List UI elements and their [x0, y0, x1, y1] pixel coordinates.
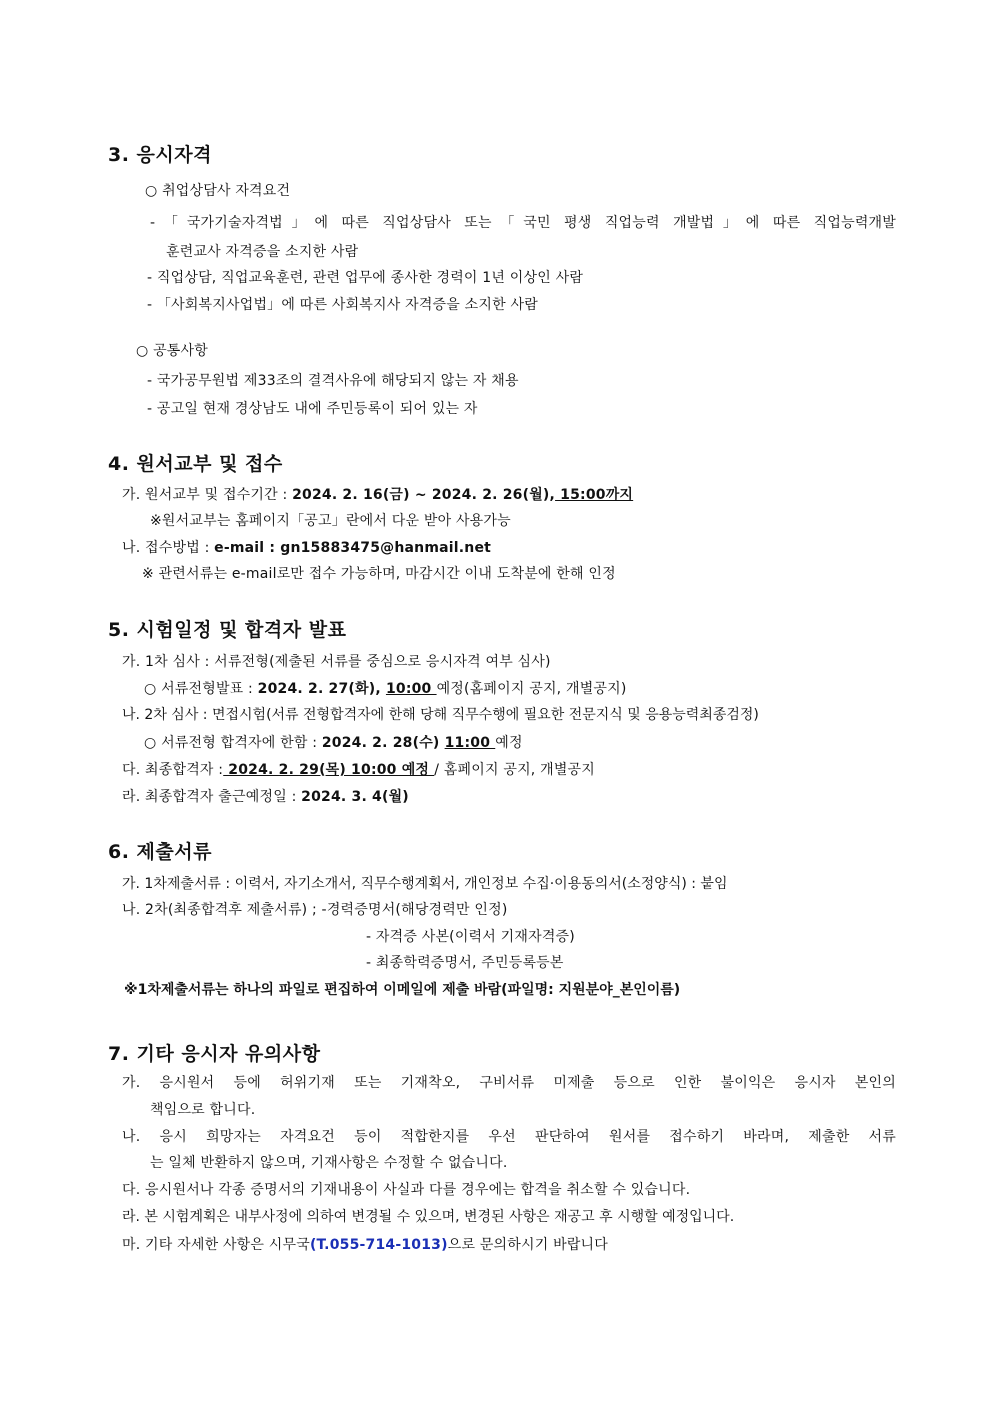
s4-period-line — [122, 484, 633, 504]
s5-first-result-note: 예정(홈페이지 공지, 개별공지) — [436, 681, 627, 697]
s3-sub-qualification: ○ 취업상담사 자격요건 — [145, 183, 291, 199]
s5-first-result-label: ○ 서류전형발표 : — [144, 681, 258, 697]
s6-note: ※1차제출서류는 하나의 파일로 편집하여 이메일에 제출 바람(파일명: 지원분야_본인이름) — [124, 982, 681, 998]
s7-item-e — [122, 1234, 608, 1254]
s7-item-b-2: 는 일체 반환하지 않으며, 기재사항은 수정할 수 없습니다. — [150, 1155, 508, 1171]
s6-second-docs-2: - 자격증 사본(이력서 기재자격증) — [366, 929, 575, 945]
s3-line-2: - 직업상담, 직업교육훈련, 관련 업무에 종사한 경력이 1년 이상인 사람 — [147, 270, 584, 286]
s3-line-1: -「국가기술자격법」에 따른 직업상담사 또는「국민 평생 직업능력 개발법」에 따른 직업능력개발 — [150, 215, 896, 231]
s4-method-note: ※ 관련서류는 e-mail로만 접수 가능하며, 마감시간 이내 도착분에 한해 인정 — [142, 566, 616, 582]
s7-item-e-prefix: 마. 기타 자세한 사항은 시무국 — [122, 1237, 310, 1253]
s4-period-time: 15:00까지 — [555, 487, 634, 503]
s5-start-date: 2024. 3. 4(월) — [301, 789, 409, 805]
s4-period-date: 2024. 2. 16(금) ~ 2024. 2. 26(월), — [292, 487, 556, 503]
s7-item-a-1: 가. 응시원서 등에 허위기재 또는 기재착오, 구비서류 미제출 등으로 인한 불이익은 응시자 본인의 — [122, 1075, 896, 1091]
s5-first-result-line — [144, 678, 627, 698]
section-7-title: 7. 기타 응시자 유의사항 — [108, 1043, 321, 1065]
s3-line-5: - 공고일 현재 경상남도 내에 주민등록이 되어 있는 자 — [147, 401, 478, 417]
s3-sub-common: ○ 공통사항 — [136, 343, 208, 359]
s5-second-sub-line — [144, 732, 523, 752]
s6-second-docs: 나. 2차(최종합격후 제출서류) ; -경력증명서(해당경력만 인정) — [122, 902, 508, 918]
s5-second-sub-label: ○ 서류전형 합격자에 한함 : — [144, 735, 322, 751]
s7-item-e-suffix: 으로 문의하시기 바랍니다 — [447, 1237, 608, 1253]
s6-second-docs-3: - 최종학력증명서, 주민등록등본 — [366, 955, 564, 971]
s4-period-note: ※원서교부는 홈페이지「공고」란에서 다운 받아 사용가능 — [150, 513, 511, 529]
s4-method-line — [122, 537, 491, 557]
s7-item-a-2: 책임으로 합니다. — [150, 1102, 256, 1118]
s5-start-line — [122, 786, 409, 806]
s3-line-4: - 국가공무원법 제33조의 결격사유에 해당되지 않는 자 채용 — [147, 373, 519, 389]
s5-final-line — [122, 759, 595, 779]
s5-final-date: 2024. 2. 29(목) 10:00 예정 — [223, 762, 435, 778]
s5-second-sub-date: 2024. 2. 28(수) — [321, 735, 445, 751]
s5-final-label: 다. 최종합격자 : — [122, 762, 224, 778]
section-5-title: 5. 시험일정 및 합격자 발표 — [108, 619, 347, 641]
section-4-title: 4. 원서교부 및 접수 — [108, 453, 283, 475]
section-3-title: 3. 응시자격 — [108, 144, 212, 166]
s7-item-b-1: 나. 응시 희망자는 자격요건 등이 적합한지를 우선 판단하여 원서를 접수하기 바라며, 제출한 서류 — [122, 1129, 896, 1145]
s3-line-3: - 「사회복지사업법」에 따른 사회복지사 자격증을 소지한 사람 — [147, 297, 538, 313]
s4-method-label: 나. 접수방법 : — [122, 540, 215, 556]
s5-first-result-date: 2024. 2. 27(화), — [257, 681, 386, 697]
s5-second-sub-note: 예정 — [495, 735, 523, 751]
section-6-title: 6. 제출서류 — [108, 841, 212, 863]
s5-first-result-time: 10:00 — [385, 681, 437, 697]
s7-contact-phone: (T.055-714-1013) — [309, 1237, 448, 1253]
s3-line-1b: 훈련교사 자격증을 소지한 사람 — [166, 244, 359, 260]
s5-second-review: 나. 2차 심사 : 면접시험(서류 전형합격자에 한해 당해 직무수행에 필요한 전문지식 및 응용능력최종검정) — [122, 707, 759, 723]
s4-email: e-mail : gn15883475@hanmail.net — [214, 540, 492, 556]
s5-final-note: / 홈페이지 공지, 개별공지 — [434, 762, 595, 778]
s5-second-sub-time: 11:00 — [444, 735, 496, 751]
s5-first-review: 가. 1차 심사 : 서류전형(제출된 서류를 중심으로 응시자격 여부 심사) — [122, 654, 551, 670]
s7-item-d: 라. 본 시험계획은 내부사정에 의하여 변경될 수 있으며, 변경된 사항은 재공고 후 시행할 예정입니다. — [122, 1209, 735, 1225]
s5-start-label: 라. 최종합격자 출근예정일 : — [122, 789, 302, 805]
s4-period-label: 가. 원서교부 및 접수기간 : — [122, 487, 293, 503]
s6-first-docs: 가. 1차제출서류 : 이력서, 자기소개서, 직무수행계획서, 개인정보 수집·이용동의서(소정양식) : 붙임 — [122, 876, 728, 892]
s7-item-c: 다. 응시원서나 각종 증명서의 기재내용이 사실과 다를 경우에는 합격을 취소할 수 있습니다. — [122, 1182, 691, 1198]
